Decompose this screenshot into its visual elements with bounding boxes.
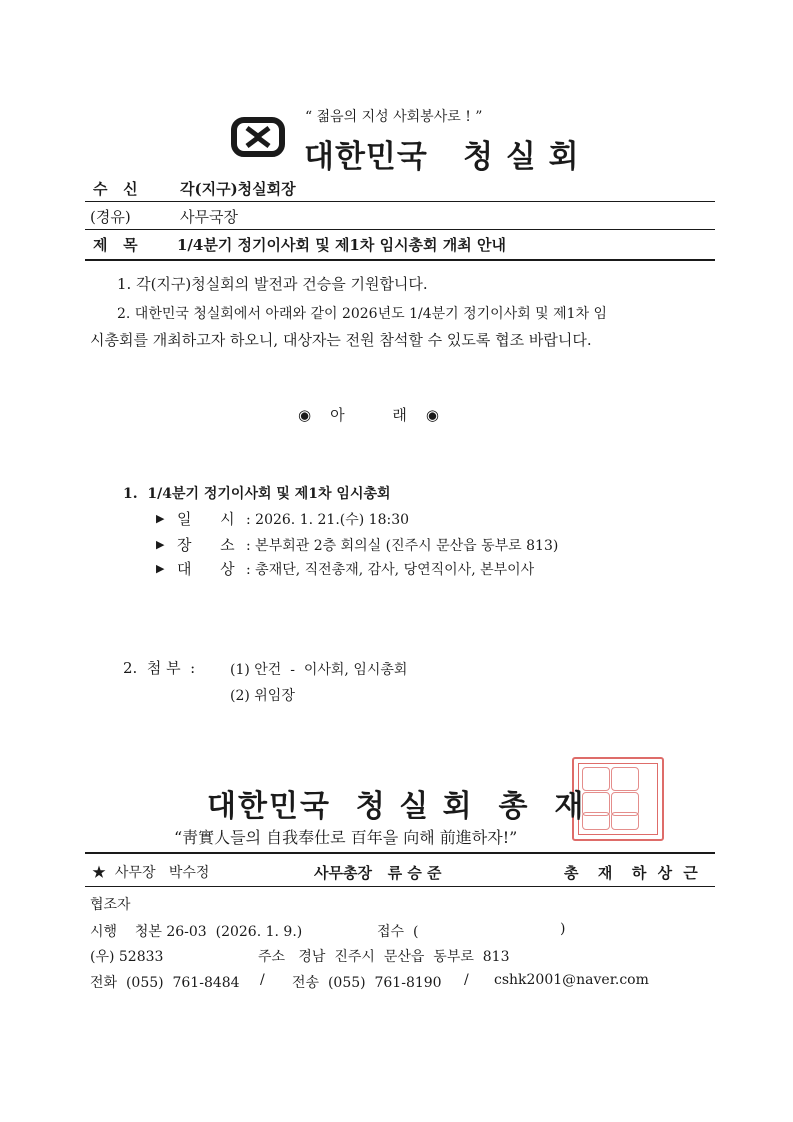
triangle-right-icon: ▶ [156,562,165,575]
motto: “靑實人들의 自我奉仕로 百年을 向해 前進하자!” [174,828,518,847]
divider [85,259,715,261]
official-seal-stamp [572,757,664,841]
attachment-item-1: (1) 안건 - 이사회, 임시총회 [230,662,408,678]
divider [85,886,715,887]
secretary-general: 사무총장 류 승 준 [314,864,442,882]
paragraph-1: 1. 각(지구)청실회의 발전과 건승을 기원합니다. [117,275,428,293]
separator: / [260,972,265,988]
below-marker: ◉ 아 래 ◉ [298,406,439,424]
recipient-value: 각(지구)청실회장 [180,180,296,198]
divider [85,201,715,202]
date-label: 일 시 [177,510,235,528]
divider [85,229,715,230]
triangle-right-icon: ▶ [156,538,165,551]
recipient-label: 수 신 [93,180,138,198]
via-label: (경유) [90,208,131,226]
manager: ★ 사무장 박수정 [92,865,210,881]
subject-value: 1/4분기 정기이사회 및 제1차 임시총회 개최 안내 [177,236,506,254]
paragraph-2-line-1: 2. 대한민국 청실회에서 아래와 같이 2026년도 1/4분기 정기이사회 및 제1차 임 [117,306,608,322]
attachment-item-2: (2) 위임장 [230,688,295,704]
issue-info: 시행 청본 26-03 (2026. 1. 9.) [90,924,303,940]
via-value: 사무국장 [180,208,238,226]
subject-label: 제 목 [93,236,138,254]
target-label: 대 상 [177,560,235,578]
place-label: 장 소 [177,536,235,554]
phone: 전화 (055) 761-8484 [90,975,240,991]
slogan: “ 젊음의 지성 사회봉사로 ! ” [305,109,483,125]
president-signature: 총 재 하 상 근 [564,864,701,882]
receipt-close: ) [560,921,566,937]
president-title: 대한민국 청 실 회 총 재 [207,789,586,824]
divider [85,852,715,854]
receipt-info: 접수 ( [377,924,419,940]
address: 주소 경남 진주시 문산읍 동부로 813 [258,949,510,965]
separator: / [464,972,469,988]
organization-logo-icon [230,116,286,158]
triangle-right-icon: ▶ [156,512,165,525]
postal-code: (우) 52833 [90,949,164,965]
paragraph-2-line-2: 시총회를 개최하고자 하오니, 대상자는 전원 참석할 수 있도록 협조 바랍니다. [90,331,592,349]
email-link[interactable]: cshk2001@naver.com [494,972,649,988]
target-value: : 총재단, 직전총재, 감사, 당연직이사, 본부이사 [246,562,535,578]
organization-name: 대한민국 청 실 회 [304,139,580,175]
section-1-title: 1. 1/4분기 정기이사회 및 제1차 임시총회 [123,486,391,502]
cooperator-label: 협조자 [90,897,131,913]
place-value: : 본부회관 2층 회의실 (진주시 문산읍 동부로 813) [246,538,559,554]
fax: 전송 (055) 761-8190 [292,975,442,991]
date-value: : 2026. 1. 21.(수) 18:30 [246,512,410,528]
attachment-label: 2. 첨 부 : [123,659,196,677]
